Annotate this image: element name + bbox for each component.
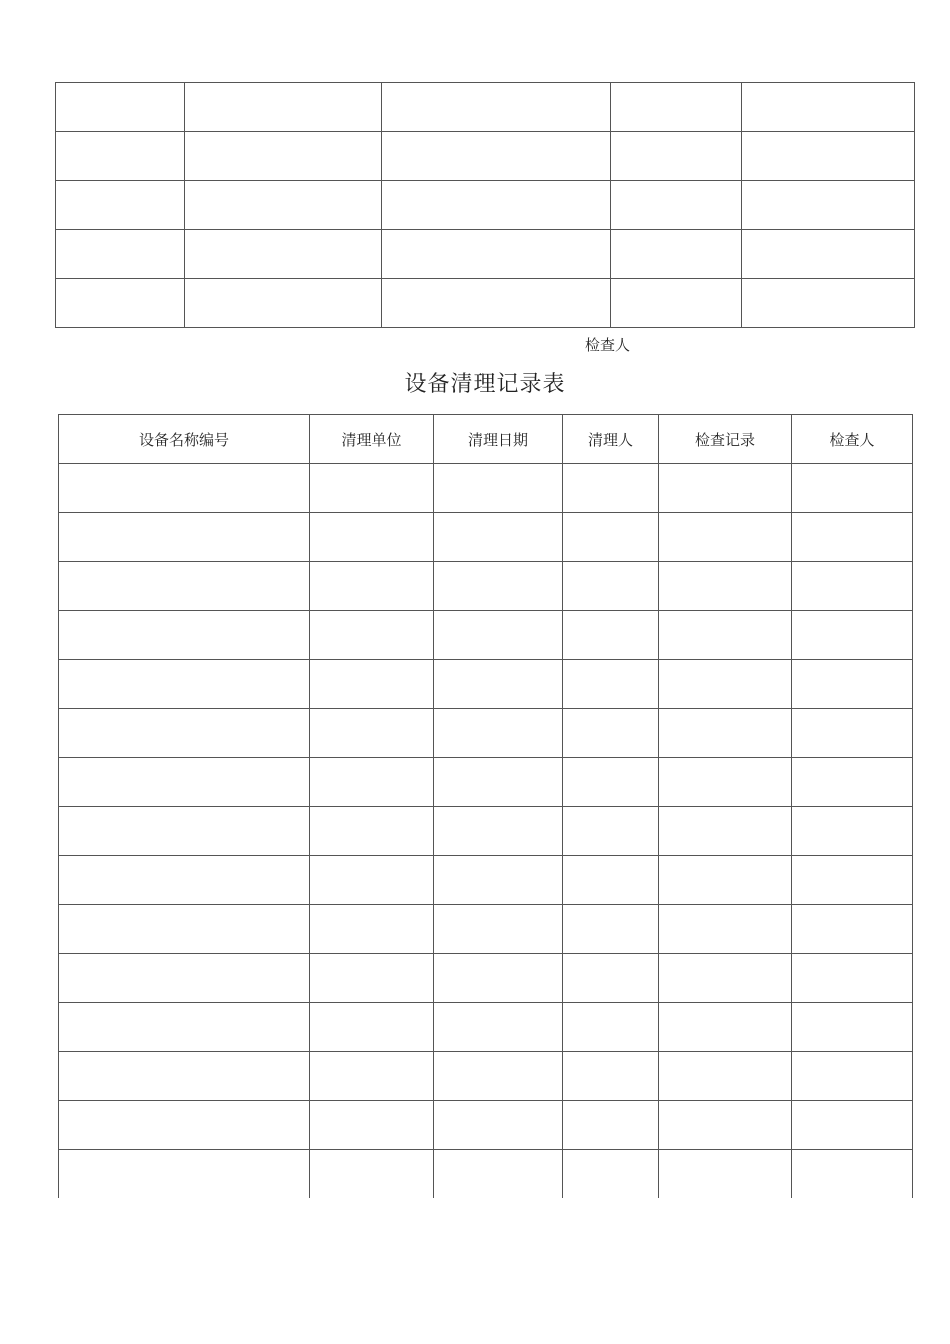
table-cell[interactable] [56, 83, 185, 132]
table-cell[interactable] [56, 230, 185, 279]
table-cell[interactable] [659, 464, 792, 513]
equipment-cleaning-record-body [59, 464, 913, 1199]
table-cell[interactable] [59, 709, 310, 758]
table-cell[interactable] [659, 660, 792, 709]
header-cleaner: 清理人 [563, 415, 659, 464]
table-cell[interactable] [792, 513, 913, 562]
table-cell[interactable] [792, 1150, 913, 1199]
table-cell[interactable] [659, 1052, 792, 1101]
table-cell[interactable] [563, 709, 659, 758]
table-cell[interactable] [434, 856, 563, 905]
page-title: 设备清理记录表 [404, 372, 566, 397]
table-cell[interactable] [742, 132, 915, 181]
table-cell[interactable] [659, 807, 792, 856]
table-cell[interactable] [792, 1052, 913, 1101]
table-cell[interactable] [563, 758, 659, 807]
table-cell[interactable] [659, 611, 792, 660]
table-cell[interactable] [563, 1150, 659, 1199]
table-cell[interactable] [310, 1101, 434, 1150]
table-cell[interactable] [185, 132, 382, 181]
table-cell[interactable] [310, 1003, 434, 1052]
table-cell[interactable] [310, 1150, 434, 1199]
table-cell[interactable] [659, 954, 792, 1003]
table-cell[interactable] [185, 230, 382, 279]
table-cell[interactable] [563, 1101, 659, 1150]
table-row [59, 954, 913, 1003]
table-cell[interactable] [59, 758, 310, 807]
table-cell[interactable] [563, 856, 659, 905]
table-cell[interactable] [792, 856, 913, 905]
table-row [59, 1150, 913, 1199]
table-cell[interactable] [792, 660, 913, 709]
inspector-signature-label: 检查人 [585, 336, 631, 354]
table-cell[interactable] [563, 954, 659, 1003]
header-cleaning-date: 清理日期 [434, 415, 563, 464]
table-row [59, 611, 913, 660]
table-cell[interactable] [382, 279, 611, 328]
table-row [59, 856, 913, 905]
table-cell[interactable] [434, 611, 563, 660]
previous-record-table-body [56, 83, 915, 328]
table-cell[interactable] [792, 758, 913, 807]
table-cell[interactable] [611, 279, 742, 328]
table-row [56, 230, 915, 279]
table-cell[interactable] [611, 230, 742, 279]
table-row [59, 807, 913, 856]
table-row [56, 132, 915, 181]
table-cell[interactable] [659, 562, 792, 611]
table-cell[interactable] [659, 709, 792, 758]
table-cell[interactable] [185, 83, 382, 132]
table-cell[interactable] [563, 513, 659, 562]
table-cell[interactable] [792, 1101, 913, 1150]
table-cell[interactable] [59, 513, 310, 562]
table-cell[interactable] [434, 1003, 563, 1052]
table-cell[interactable] [742, 279, 915, 328]
table-row [59, 709, 913, 758]
table-row [59, 1003, 913, 1052]
table-cell[interactable] [59, 1052, 310, 1101]
table-cell[interactable] [310, 464, 434, 513]
table-cell[interactable] [434, 807, 563, 856]
table-cell[interactable] [56, 279, 185, 328]
table-cell[interactable] [434, 562, 563, 611]
table-cell[interactable] [611, 83, 742, 132]
table-cell[interactable] [56, 181, 185, 230]
table-cell[interactable] [792, 954, 913, 1003]
table-cell[interactable] [56, 132, 185, 181]
table-cell[interactable] [434, 513, 563, 562]
table-row [59, 758, 913, 807]
table-cell[interactable] [611, 132, 742, 181]
header-cleaning-unit: 清理单位 [310, 415, 434, 464]
previous-record-table [55, 82, 915, 328]
table-cell[interactable] [563, 660, 659, 709]
table-cell[interactable] [310, 562, 434, 611]
table-cell[interactable] [434, 905, 563, 954]
table-cell[interactable] [659, 1003, 792, 1052]
table-row [59, 1052, 913, 1101]
table-cell[interactable] [563, 464, 659, 513]
table-cell[interactable] [792, 464, 913, 513]
table-cell[interactable] [185, 279, 382, 328]
table-cell[interactable] [59, 1003, 310, 1052]
table-header-row [59, 415, 913, 464]
table-cell[interactable] [659, 513, 792, 562]
table-cell[interactable] [659, 856, 792, 905]
table-row [56, 181, 915, 230]
table-cell[interactable] [59, 807, 310, 856]
table-cell[interactable] [563, 1052, 659, 1101]
table-cell[interactable] [59, 562, 310, 611]
table-cell[interactable] [185, 181, 382, 230]
table-cell[interactable] [563, 905, 659, 954]
table-cell[interactable] [434, 464, 563, 513]
table-cell[interactable] [310, 513, 434, 562]
table-cell[interactable] [563, 611, 659, 660]
table-cell[interactable] [310, 660, 434, 709]
table-cell[interactable] [310, 611, 434, 660]
table-cell[interactable] [310, 1052, 434, 1101]
table-cell[interactable] [792, 709, 913, 758]
table-cell[interactable] [310, 905, 434, 954]
table-cell[interactable] [59, 611, 310, 660]
table-cell[interactable] [792, 1003, 913, 1052]
table-cell[interactable] [792, 611, 913, 660]
table-cell[interactable] [382, 83, 611, 132]
table-cell[interactable] [310, 807, 434, 856]
table-cell[interactable] [382, 132, 611, 181]
header-equipment-name-number: 设备名称编号 [59, 415, 310, 464]
table-cell[interactable] [59, 954, 310, 1003]
table-cell[interactable] [434, 1101, 563, 1150]
table-cell[interactable] [434, 709, 563, 758]
table-cell[interactable] [434, 1052, 563, 1101]
table-cell[interactable] [59, 1150, 310, 1199]
header-inspection-record: 检查记录 [659, 415, 792, 464]
table-cell[interactable] [382, 181, 611, 230]
equipment-cleaning-record-table [58, 414, 913, 1198]
table-cell[interactable] [792, 807, 913, 856]
table-cell[interactable] [59, 660, 310, 709]
table-cell[interactable] [792, 905, 913, 954]
table-cell[interactable] [792, 562, 913, 611]
table-cell[interactable] [742, 181, 915, 230]
table-cell[interactable] [434, 758, 563, 807]
table-row [59, 1101, 913, 1150]
table-cell[interactable] [59, 1101, 310, 1150]
table-cell[interactable] [434, 660, 563, 709]
table-row [59, 660, 913, 709]
table-cell[interactable] [434, 954, 563, 1003]
table-row [59, 513, 913, 562]
table-cell[interactable] [563, 562, 659, 611]
table-cell[interactable] [310, 709, 434, 758]
table-cell[interactable] [611, 181, 742, 230]
table-cell[interactable] [310, 856, 434, 905]
table-cell[interactable] [563, 1003, 659, 1052]
table-row [59, 562, 913, 611]
table-cell[interactable] [59, 464, 310, 513]
table-cell[interactable] [310, 954, 434, 1003]
table-cell[interactable] [742, 230, 915, 279]
table-row [59, 905, 913, 954]
table-row [56, 279, 915, 328]
table-cell[interactable] [659, 1150, 792, 1199]
table-cell[interactable] [434, 1150, 563, 1199]
table-cell[interactable] [659, 905, 792, 954]
table-cell[interactable] [59, 856, 310, 905]
table-row [56, 83, 915, 132]
table-cell[interactable] [742, 83, 915, 132]
table-cell[interactable] [310, 758, 434, 807]
table-cell[interactable] [59, 905, 310, 954]
header-inspector: 检查人 [792, 415, 913, 464]
table-cell[interactable] [659, 758, 792, 807]
table-cell[interactable] [659, 1101, 792, 1150]
table-cell[interactable] [382, 230, 611, 279]
table-row [59, 464, 913, 513]
table-cell[interactable] [563, 807, 659, 856]
